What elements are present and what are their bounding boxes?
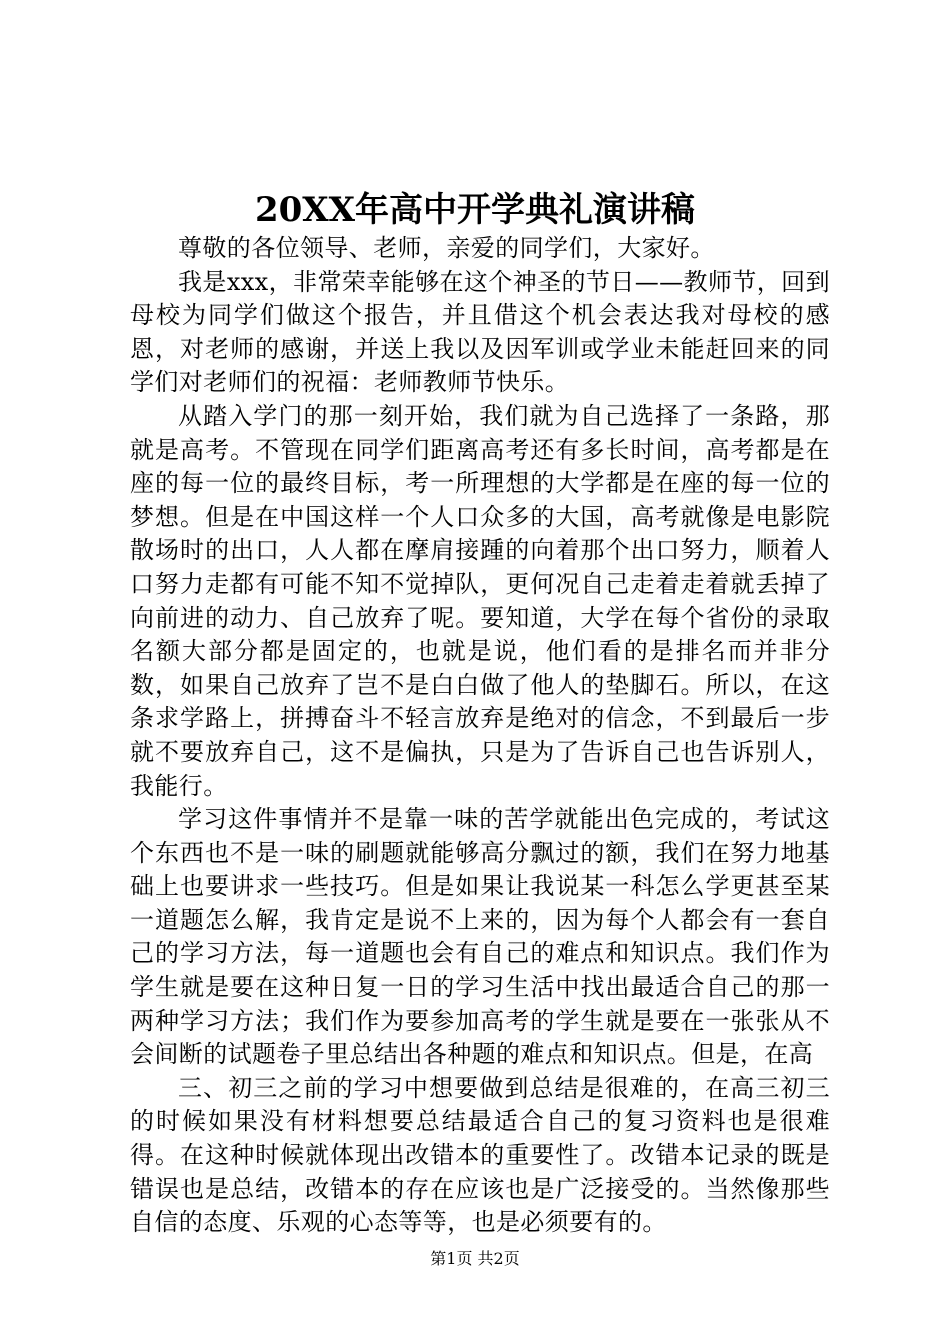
body-paragraph: 我是xxx，非常荣幸能够在这个神圣的节日——教师节，回到母校为同学们做这个报告，并且借这个机会表达我对母校的感恩，对老师的感谢，并送上我以及因军训或学业未能赶回来的同学们对老师们的祝福：老师教师节快乐。: [130, 267, 830, 397]
document-title: 20XX年高中开学典礼演讲稿: [254, 190, 696, 230]
page-number-footer: 第1页 共2页: [430, 1249, 520, 1268]
document-body: [130, 232, 830, 1240]
body-paragraph: 学习这件事情并不是靠一味的苦学就能出色完成的，考试这个东西也不是一味的刷题就能够高分飘过的额，我们在努力地基础上也要讲求一些技巧。但是如果让我说某一科怎么学更甚至某一道题怎么解，我肯定是说不上来的，因为每个人都会有一套自己的学习方法，每一道题也会有自己的难点和知识点。我们作为学生就是要在这种日复一日的学习生活中找出最适合自己的那一两种学习方法；我们作为要参加高考的学生就是要在一张张从不会间断的试题卷子里总结出各种题的难点和知识点。但是，在高: [130, 805, 830, 1069]
body-paragraph: 从踏入学门的那一刻开始，我们就为自己选择了一条路，那就是高考。不管现在同学们距离高考还有多长时间，高考都是在座的每一位的最终目标，考一所理想的大学都是在座的每一位的梦想。但是在中国这样一个人口众多的大国，高考就像是电影院散场时的出口，人人都在摩肩接踵的向着那个出口努力，顺着人口努力走都有可能不知不觉掉队，更何况自己走着走着就丢掉了向前进的动力、自己放弃了呢。要知道，大学在每个省份的录取名额大部分都是固定的，也就是说，他们看的是排名而并非分数，如果自己放弃了岂不是白白做了他人的垫脚石。所以，在这条求学路上，拼搏奋斗不轻言放弃是绝对的信念，不到最后一步就不要放弃自己，这不是偏执，只是为了告诉自己也告诉别人，我能行。: [130, 401, 830, 800]
body-paragraph: 三、初三之前的学习中想要做到总结是很难的，在高三初三的时候如果没有材料想要总结最适合自己的复习资料也是很难得。在这种时候就体现出改错本的重要性了。改错本记录的既是错误也是总结，改错本的存在应该也是广泛接受的。当然像那些自信的态度、乐观的心态等等，也是必须要有的。: [130, 1073, 830, 1237]
greeting-paragraph: 尊敬的各位领导、老师，亲爱的同学们，大家好。: [178, 234, 715, 262]
